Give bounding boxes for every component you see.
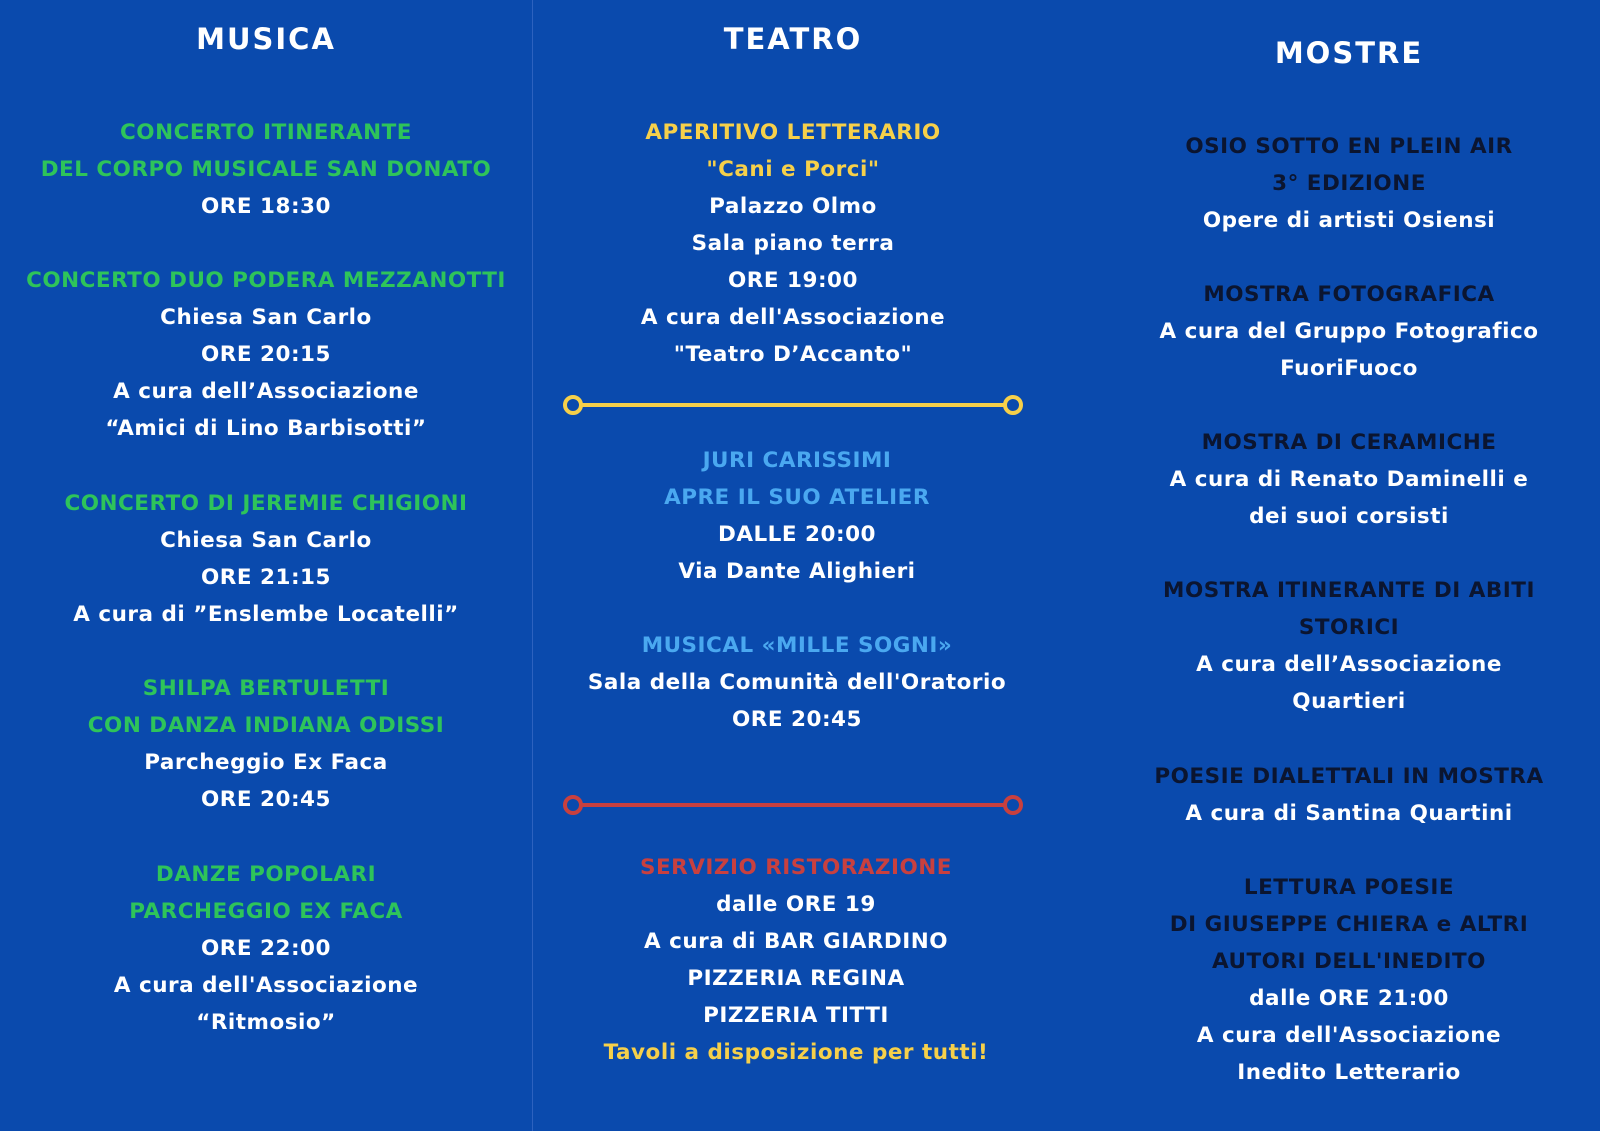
event-title: PARCHEGGIO EX FACA [129, 899, 403, 924]
event-location: Chiesa San Carlo [160, 528, 372, 553]
event-time: dalle ORE 21:00 [1249, 986, 1449, 1011]
event-title: DANZE POPOLARI [155, 862, 377, 887]
musica-event-shilpa-bertuletti [0, 670, 532, 818]
mostre-event-poesie-dialettali [1130, 758, 1568, 832]
event-title: MOSTRA ITINERANTE DI ABITI [1163, 578, 1535, 603]
event-organizer: A cura di BAR GIARDINO [643, 929, 949, 954]
event-organizer: A cura del Gruppo Fotografico [1159, 319, 1539, 344]
event-organizer: “Ritmosio” [196, 1010, 336, 1035]
event-title: JURI CARISSIMI [702, 448, 892, 473]
event-organizer: A cura dell'Associazione [113, 973, 419, 998]
teatro-servizio-ristorazione [539, 849, 1053, 1071]
teatro-event-juri-carissimi [541, 442, 1053, 590]
teatro-heading: TEATRO [723, 22, 863, 56]
event-time: ORE 20:45 [201, 787, 331, 812]
event-time: dalle ORE 19 [716, 892, 876, 917]
event-location: Sala piano terra [691, 231, 895, 256]
event-location: Parcheggio Ex Faca [144, 750, 388, 775]
teatro-event-aperitivo-letterario [533, 114, 1053, 373]
event-title: CONCERTO DI JEREMIE CHIGIONI [64, 491, 468, 516]
event-subtitle: "Cani e Porci" [706, 157, 880, 182]
event-time: ORE 22:00 [201, 936, 331, 961]
musica-event-concerto-itinerante [0, 114, 532, 225]
event-organizer: A cura di Renato Daminelli e [1169, 467, 1529, 492]
event-organizer: A cura di ”Enslembe Locatelli” [73, 602, 459, 627]
event-time: ORE 20:45 [732, 707, 862, 732]
event-title: SERVIZIO RISTORAZIONE [640, 855, 952, 880]
event-organizer: A cura dell’Associazione [113, 379, 419, 404]
musica-column [0, 0, 532, 1131]
event-organizer: FuoriFuoco [1280, 356, 1418, 381]
event-organizer: A cura dell’Associazione [1196, 652, 1502, 677]
event-location: Palazzo Olmo [709, 194, 877, 219]
teatro-column [533, 0, 1053, 1131]
event-title: CON DANZA INDIANA ODISSI [87, 713, 445, 738]
musica-heading: MUSICA [196, 22, 336, 56]
event-organizer: "Teatro D’Accanto" [673, 342, 913, 367]
event-title: CONCERTO DUO PODERA MEZZANOTTI [26, 268, 506, 293]
mostre-event-mostra-ceramiche [1130, 424, 1568, 535]
teatro-event-musical-mille-sogni [541, 627, 1053, 738]
event-time: ORE 21:15 [201, 565, 331, 590]
event-organizer: dei suoi corsisti [1249, 504, 1449, 529]
mostre-event-abiti-storici [1130, 572, 1568, 720]
event-title: AUTORI DELL'INEDITO [1212, 949, 1486, 974]
event-title: DI GIUSEPPE CHIERA e ALTRI [1169, 912, 1529, 937]
musica-event-duo-podera [0, 262, 532, 447]
event-title: MUSICAL «MILLE SOGNI» [641, 633, 953, 658]
event-title: SHILPA BERTULETTI [142, 676, 390, 701]
event-title: 3° EDIZIONE [1272, 171, 1426, 196]
event-organizer: Inedito Letterario [1237, 1060, 1461, 1085]
event-organizer: A cura di Santina Quartini [1185, 801, 1513, 826]
event-location: Sala della Comunità dell'Oratorio [587, 670, 1007, 695]
mostre-event-mostra-fotografica [1130, 276, 1568, 387]
musica-event-danze-popolari [0, 856, 532, 1041]
event-title: LETTURA POESIE [1243, 875, 1455, 900]
event-title: STORICI [1298, 615, 1400, 640]
event-organizer: A cura dell'Associazione [640, 305, 946, 330]
mostre-event-plein-air [1130, 128, 1568, 239]
yellow-connector-divider [562, 393, 1024, 417]
event-title: OSIO SOTTO EN PLEIN AIR [1185, 134, 1513, 159]
event-organizer: “Amici di Lino Barbisotti” [105, 416, 427, 441]
event-time: ORE 19:00 [728, 268, 858, 293]
event-note: Tavoli a disposizione per tutti! [603, 1040, 989, 1065]
event-title: MOSTRA DI CERAMICHE [1201, 430, 1497, 455]
red-connector-divider [562, 793, 1024, 817]
event-title: CONCERTO ITINERANTE [120, 120, 412, 145]
event-location: Chiesa San Carlo [160, 305, 372, 330]
event-time: ORE 20:15 [201, 342, 331, 367]
event-organizer: PIZZERIA REGINA [687, 966, 905, 991]
event-title: POESIE DIALETTALI IN MOSTRA [1154, 764, 1544, 789]
musica-event-jeremie-chigioni [0, 485, 532, 633]
event-location: Via Dante Alighieri [678, 559, 916, 584]
event-description: Opere di artisti Osiensi [1202, 208, 1496, 233]
event-title: MOSTRA FOTOGRAFICA [1203, 282, 1495, 307]
event-time: ORE 18:30 [201, 194, 331, 219]
mostre-column [1130, 0, 1568, 1131]
event-title: APERITIVO LETTERARIO [645, 120, 941, 145]
event-title: APRE IL SUO ATELIER [664, 485, 930, 510]
event-organizer: A cura dell'Associazione [1196, 1023, 1502, 1048]
mostre-heading: MOSTRE [1274, 36, 1424, 70]
event-organizer: Quartieri [1292, 689, 1406, 714]
mostre-event-lettura-poesie [1130, 869, 1568, 1091]
event-time: DALLE 20:00 [718, 522, 876, 547]
event-title: DEL CORPO MUSICALE SAN DONATO [40, 157, 492, 182]
event-organizer: PIZZERIA TITTI [703, 1003, 889, 1028]
